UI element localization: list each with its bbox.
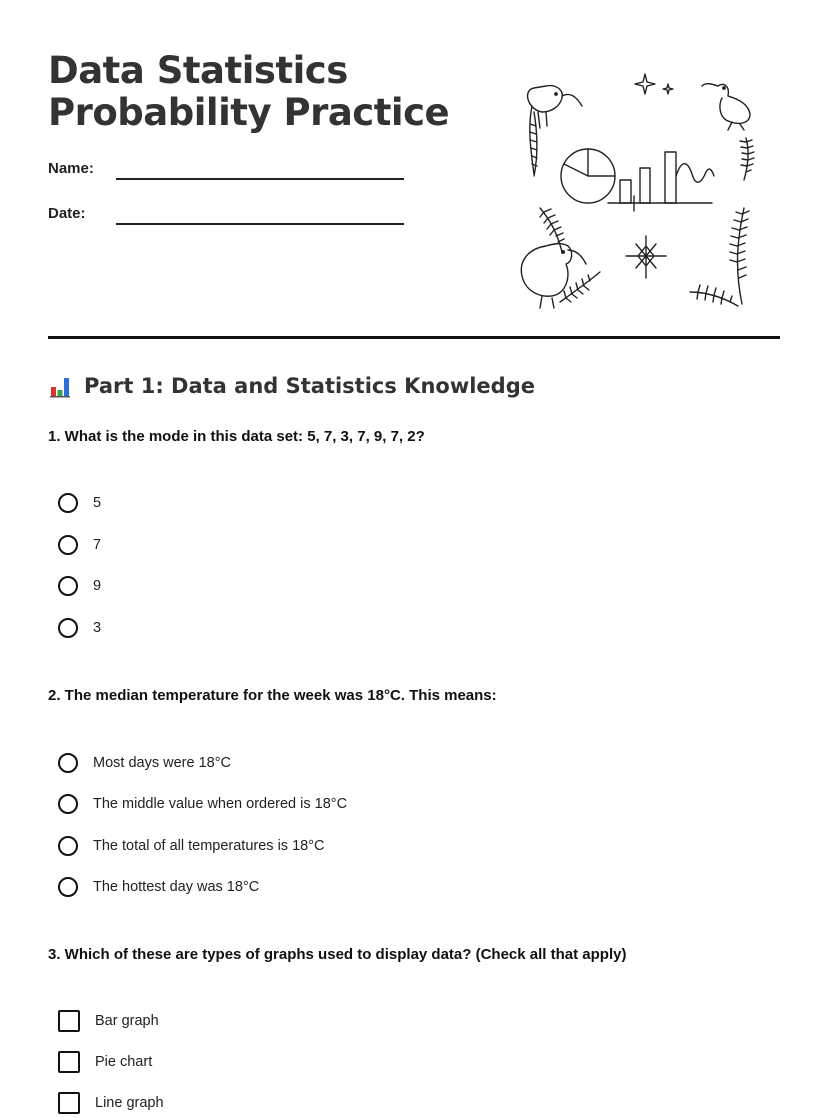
option-label: 5 — [93, 495, 102, 511]
option-label: The total of all temperatures is 18°C — [93, 838, 325, 854]
radio-button[interactable] — [58, 576, 78, 596]
option-label: Most days were 18°C — [93, 755, 231, 771]
option-label: Line graph — [95, 1095, 164, 1111]
option-label: 3 — [93, 620, 102, 636]
title-line-2: Probability Practice — [48, 91, 450, 134]
section-title-part-1 — [48, 374, 535, 398]
option-label: 9 — [93, 578, 102, 594]
section-title-text: Part 1: Data and Statistics Knowledge — [84, 374, 535, 398]
name-field[interactable] — [48, 158, 408, 182]
q2-option-3[interactable] — [58, 834, 324, 858]
question-3: 3. Which of these are types of graphs used to display data? (Check all that apply) — [48, 946, 627, 963]
option-label: Pie chart — [95, 1054, 153, 1070]
q2-option-4[interactable] — [58, 875, 259, 899]
option-label: Bar graph — [95, 1013, 159, 1029]
checkbox[interactable] — [58, 1051, 80, 1073]
date-field[interactable] — [48, 203, 408, 227]
bar-chart-icon — [48, 374, 72, 398]
option-label: 7 — [93, 537, 102, 553]
checkbox[interactable] — [58, 1092, 80, 1114]
checkbox[interactable] — [58, 1010, 80, 1032]
name-label: Name: — [48, 160, 94, 177]
q1-option-3[interactable] — [58, 574, 101, 598]
header-divider — [48, 336, 780, 339]
radio-button[interactable] — [58, 877, 78, 897]
q1-option-2[interactable] — [58, 533, 101, 557]
radio-button[interactable] — [58, 535, 78, 555]
option-label: The middle value when ordered is 18°C — [93, 796, 348, 812]
question-2: 2. The median temperature for the week was 18°C. This means: — [48, 687, 497, 704]
title-line-1: Data Statistics — [48, 49, 348, 92]
radio-button[interactable] — [58, 753, 78, 773]
date-line[interactable] — [116, 223, 404, 225]
q3-option-2[interactable] — [58, 1050, 152, 1074]
date-label: Date: — [48, 205, 86, 222]
q2-option-2[interactable] — [58, 792, 347, 816]
radio-button[interactable] — [58, 794, 78, 814]
question-1: 1. What is the mode in this data set: 5, 7, 3, 7, 9, 7, 2? — [48, 428, 425, 445]
q2-option-1[interactable] — [58, 751, 231, 775]
q1-option-4[interactable] — [58, 616, 101, 640]
option-label: The hottest day was 18°C — [93, 879, 260, 895]
radio-button[interactable] — [58, 493, 78, 513]
radio-button[interactable] — [58, 836, 78, 856]
q1-option-1[interactable] — [58, 491, 101, 515]
name-line[interactable] — [116, 178, 404, 180]
radio-button[interactable] — [58, 618, 78, 638]
page-title — [48, 50, 449, 134]
q3-option-1[interactable] — [58, 1009, 159, 1033]
q3-option-3[interactable] — [58, 1091, 164, 1115]
kiwi-birds-and-charts-illustration-icon — [512, 66, 762, 312]
